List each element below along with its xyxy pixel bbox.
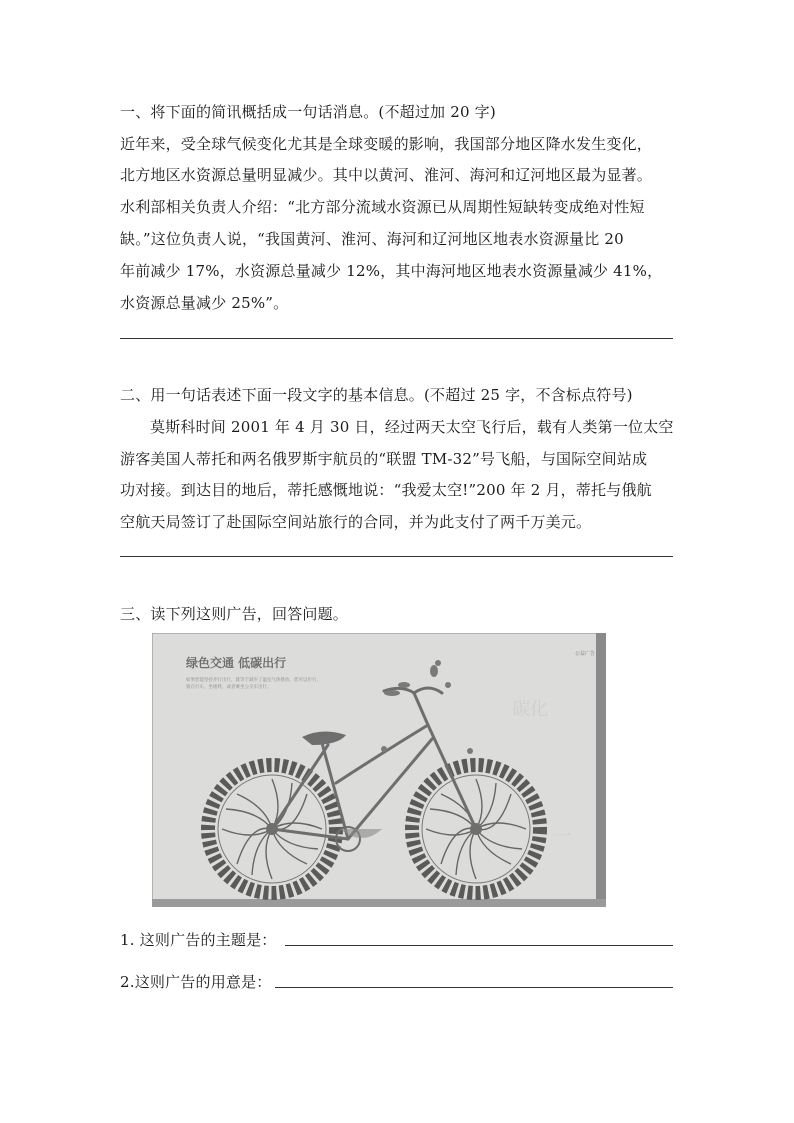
q1-text-line: 水利部相关负责人介绍：“北方部分流域水资源已从周期性短缺转变成绝对性短 [120,198,645,216]
ad-image [152,633,606,907]
q2-answer-line[interactable] [120,556,673,557]
q1-text-line: 近年来，受全球气候变化尤其是全球变暖的影响，我国部分地区降水发生变化， [120,135,653,153]
q2-text-line: 功对接。到达目的地后，蒂托感慨地说：“我爱太空!”200 年 2 月，蒂托与俄航 [120,481,652,499]
q2-text-line: 莫斯科时间 2001 年 4 月 30 日，经过两天太空飞行后，载有人类第一位太空 [150,418,674,436]
q3-question-1: 1. 这则广告的主题是： [120,931,277,949]
q1-text-line: 北方地区水资源总量明显减少。其中以黄河、淮河、海河和辽河地区最为显著。 [120,166,653,184]
q1-text-line: 缺。”这位负责人说，“我国黄河、淮河、海河和辽河地区地表水资源量比 20 [120,230,624,248]
svg-text:一: 一 [552,824,572,848]
ad-headline: 绿色交通 低碳出行 [186,656,287,670]
q2-text-line: 游客美国人蒂托和两名俄罗斯宇航员的“联盟 TM-32”号飞船，与国际空间站成 [120,450,648,468]
q3-answer-line-1[interactable] [285,945,673,946]
q2-text-line: 空航天局签订了赴国际空间站旅行的合同，并为此支付了两千万美元。 [120,513,592,531]
q1-text-line: 年前减少 17%，水资源总量减少 12%，其中海河地区地表水资源量减少 41%， [120,262,663,280]
q2-title: 二、用一句话表述下面一段文字的基本信息。(不超过 25 字，不含标点符号) [120,386,633,404]
ad-subtext: 骑自行车，坐地铁，或者乘坐公交车出行。 [186,685,272,690]
q3-title: 三、读下列这则广告，回答问题。 [120,605,349,623]
q1-answer-line[interactable] [120,338,673,339]
q1-title: 一、将下面的简讯概括成一句话消息。(不超过加 20 字) [120,103,496,121]
q3-answer-line-2[interactable] [275,987,673,988]
ad-corner-tag: 公益广告 [575,651,596,657]
q3-question-2: 2.这则广告的用意是： [120,973,272,991]
ad-subtext: 如果您能坚持步行出行，就等于减少了温室气体排放，您可以步行， [186,678,321,683]
q1-text-line: 水资源总量减少 25%”。 [120,294,289,312]
svg-text:碳化: 碳化 [512,699,548,720]
